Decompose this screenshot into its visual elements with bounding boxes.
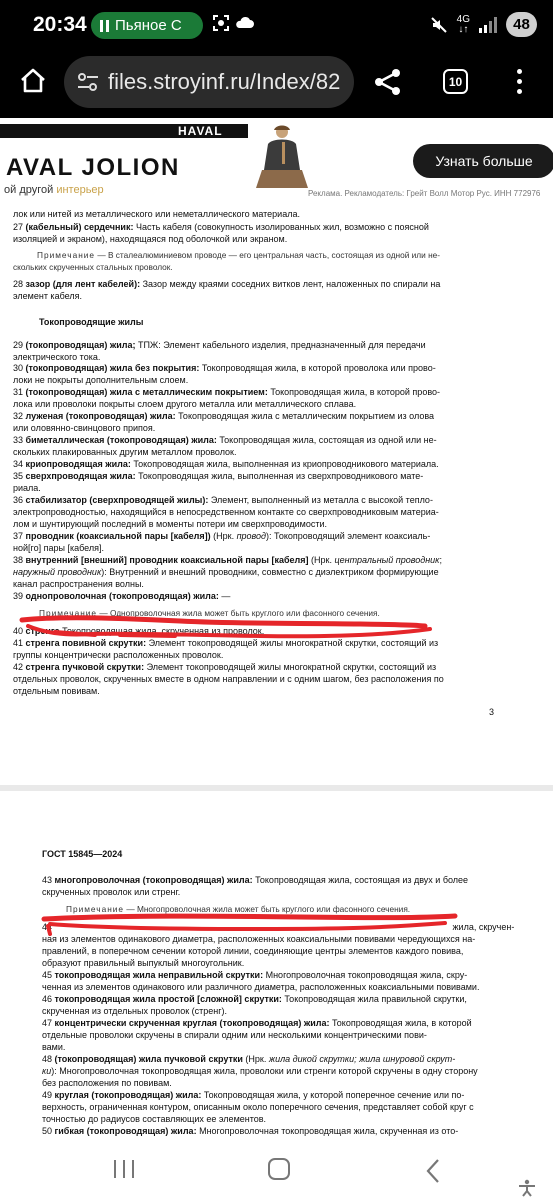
note-43: Примечание — Многопроволочная жила может быть круглого или фасонного сечения. xyxy=(66,904,411,914)
doc-line: электропроводностью, находящийся в непосредственном контакте со сверхпроводниковым материа- xyxy=(13,507,439,517)
share-icon[interactable] xyxy=(373,67,403,97)
term-37: 37 проводник (коаксиальной пары [кабеля]) (Нрк. провод): Токопроводящий элемент коаксиаль- xyxy=(13,531,431,541)
document-viewer[interactable] xyxy=(0,206,553,1150)
ad-title: AVAL JOLION xyxy=(6,154,180,181)
doc-line: лок или нитей из металлического или неметаллического материала. xyxy=(13,209,300,219)
doc-line: точностью до радиусов составляющих ее элементов. xyxy=(42,1114,267,1124)
clock: 20:34 xyxy=(33,13,87,36)
doc-line: вами. xyxy=(42,1042,66,1052)
tabs-icon[interactable] xyxy=(443,69,468,94)
doc-line: лока или проволоки покрыты слоем другого металла или металлического сплава. xyxy=(13,399,357,409)
note-27: Примечание — В сталеалюминиевом проводе — его центральная часть, состоящая из одной или не- xyxy=(37,250,441,260)
doc-line: канал распространения волны. xyxy=(13,579,144,589)
term-49: 49 круглая (токопроводящая) жила: Токопроводящая жила, у которой поперечное сечение или по- xyxy=(42,1090,465,1100)
home-icon[interactable] xyxy=(18,66,48,96)
browser-toolbar xyxy=(0,50,553,118)
doc-line: элемент кабеля. xyxy=(13,291,82,301)
doc-line: ной[го] пары [кабеля]. xyxy=(13,543,104,553)
status-bar xyxy=(0,0,553,50)
ad-subtitle: ой другой интерьер xyxy=(4,184,104,196)
doc-line: отдельным повивам. xyxy=(13,686,100,696)
doc-line: скрученных проволок или стренг. xyxy=(42,887,181,897)
term-40: 40 стренга Токопроводящая жила, скрученная из проволок. xyxy=(13,626,265,636)
mute-icon xyxy=(430,16,448,34)
term-47: 47 концентрически скрученная круглая (токопроводящая) жила: Токопроводящая жила, в которой xyxy=(42,1018,472,1028)
term-50: 50 гибкая (токопроводящая) жила: Многопроволочная токопроводящая жила, скрученная из ото- xyxy=(42,1126,459,1136)
term-33: 33 биметаллическая (токопроводящая) жила: Токопроводящая жила, состоящая из одной или не- xyxy=(13,435,437,445)
doc-line: наружный проводник): Внутренний и внешний проводники, совместно с диэлектриком формирующие xyxy=(13,567,439,577)
term-39: 39 однопроволочная (токопроводящая) жила: — xyxy=(13,591,231,601)
doc-line: скольких плакированных другим металлом проволок. xyxy=(13,447,237,457)
doc-line: образуют правильный выпуклый многоугольник. xyxy=(42,958,245,968)
media-title: Пьяное С xyxy=(115,17,182,34)
doc-line: без расположения по повивам. xyxy=(42,1078,172,1088)
tab-count: 10 xyxy=(448,74,463,89)
cloud-icon xyxy=(234,16,254,29)
pause-icon xyxy=(100,20,109,32)
doc-line: скольких скрученных стальных проволок. xyxy=(13,262,173,272)
doc-line: верхность, ограниченная контуром, описанным около поперечного сечения, представляет собой круг с xyxy=(42,1102,474,1112)
term-32: 32 луженая (токопроводящая) жила: Токопроводящая жила с металлическим покрытием из олова xyxy=(13,411,435,421)
doc-line: правлений, в поперечном сечении которой линии, соединяющие центры элементов каждого повива, xyxy=(42,946,464,956)
ad-brand: HAVAL xyxy=(178,124,223,138)
doc-line: ная из элементов одинакового диаметра, расположенных коаксиальными повивами чередующихся на- xyxy=(42,934,476,944)
gost-header: ГОСТ 15845—2024 xyxy=(42,849,123,859)
term-35: 35 сверхпроводящая жила: Токопроводящая жила, выполненная из сверхпроводникового мате- xyxy=(13,471,424,481)
doc-line: скрученная из отдельных проволок (стренг). xyxy=(42,1006,228,1016)
url-text: files.stroyinf.ru/Index/82 xyxy=(108,69,341,94)
doc-line: или оловянно-свинцового припоя. xyxy=(13,423,156,433)
ad-brand-strip xyxy=(0,124,248,138)
site-settings-icon[interactable] xyxy=(77,72,99,92)
term-41: 41 стренга повивной скрутки: Элемент токопроводящей жилы многократной скрутки, состоящий из xyxy=(13,638,439,648)
ad-disclaimer: Реклама. Рекламодатель: Грейт Волл Мотор Рус. ИНН 772976 xyxy=(308,189,541,198)
address-bar[interactable] xyxy=(64,56,354,108)
back-icon[interactable] xyxy=(425,1158,441,1184)
network-type: 4G ↓↑ xyxy=(456,13,470,35)
doc-line: отдельных проволок, скрученных вместе в одном направлении и с одним шагом, без расположения по xyxy=(13,674,444,684)
doc-line: изоляцией и экраном), находящаяся под оболочкой или экраном. xyxy=(13,234,288,244)
doc-line: локи не покрыты дополнительным слоем. xyxy=(13,375,189,385)
signal-icon xyxy=(479,17,497,33)
recents-icon[interactable] xyxy=(114,1160,134,1178)
ad-model-image xyxy=(252,122,314,188)
ad-cta-button[interactable]: Узнать больше xyxy=(413,144,553,178)
doc-line: электрического тока. xyxy=(13,352,101,362)
term-28: 28 зазор (для лент кабелей): Зазор между краями соседних витков лент, наложенных по спирали на xyxy=(13,279,441,289)
term-38: 38 внутренний [внешний] проводник коаксиальной пары [кабеля] (Нрк. центральный проводник; xyxy=(13,555,442,565)
battery-indicator: 48 xyxy=(506,12,537,37)
page-separator xyxy=(0,785,553,791)
doc-line: группы концентрически расположенных проволок. xyxy=(13,650,224,660)
ad-banner[interactable] xyxy=(0,118,553,206)
system-nav-bar xyxy=(0,1150,553,1198)
nav-home-icon[interactable] xyxy=(268,1158,290,1180)
term-46: 46 токопроводящая жила простой [сложной] скрутки: Токопроводящая жила правильной скрутки, xyxy=(42,994,467,1004)
term-44: 44 жила, скручен- xyxy=(42,922,515,932)
screen-record-icon xyxy=(212,14,230,32)
term-45: 45 токопроводящая жила неправильной скрутки: Многопроволочная токопроводящая жила, скру- xyxy=(42,970,468,980)
page-number: 3 xyxy=(489,707,495,717)
doc-line: отдельные проволоки скручены в спирали одним или несколькими концентрическими пови- xyxy=(42,1030,427,1040)
doc-line: ки): Многопроволочная токопроводящая жила, проволоки или стренги которой скручены в одну сторону xyxy=(42,1066,478,1076)
term-27: 27 (кабельный) сердечник: Часть кабеля (совокупность изолированных жил, возможно с поясной xyxy=(13,222,429,232)
term-42: 42 стренга пучковой скрутки: Элемент токопроводящей жилы многократной скрутки, состоящий из xyxy=(13,662,437,672)
term-36: 36 стабилизатор (сверхпроводящей жилы): Элемент, выполненный из металла с высокой тепло- xyxy=(13,495,433,505)
more-menu-icon[interactable] xyxy=(517,69,523,99)
term-31: 31 (токопроводящая) жила с металлическим покрытием: Токопроводящая жила, в которой прово- xyxy=(13,387,441,397)
accessibility-icon[interactable] xyxy=(517,1179,537,1197)
term-29: 29 (токопроводящая) жила; ТПЖ: Элемент кабельного изделия, предназначенный для передачи xyxy=(13,340,426,350)
term-30: 30 (токопроводящая) жила без покрытия: Токопроводящая жила, в которой проволока или прово- xyxy=(13,363,436,373)
term-34: 34 криопроводящая жила: Токопроводящая жила, выполненная из криопроводникового материала. xyxy=(13,459,439,469)
doc-line: ченная из элементов одинакового или различного диаметра, расположенных коаксиальными повивами. xyxy=(42,982,480,992)
note-39: Примечание — Однопроволочная жила может быть круглого или фасонного сечения. xyxy=(39,608,380,618)
doc-line: лом и шунтирующий последний в моменты потери им сверхпроводимости. xyxy=(13,519,328,529)
term-48: 48 (токопроводящая) жила пучковой скрутки (Нрк. жила дикой скрутки; жила шнуровой скрут- xyxy=(42,1054,456,1064)
section-heading: Токопроводящие жилы xyxy=(39,317,144,327)
media-pill[interactable] xyxy=(91,12,203,39)
term-43: 43 многопроволочная (токопроводящая) жила: Токопроводящая жила, состоящая из двух и более xyxy=(42,875,469,885)
doc-line: риала. xyxy=(13,483,41,493)
